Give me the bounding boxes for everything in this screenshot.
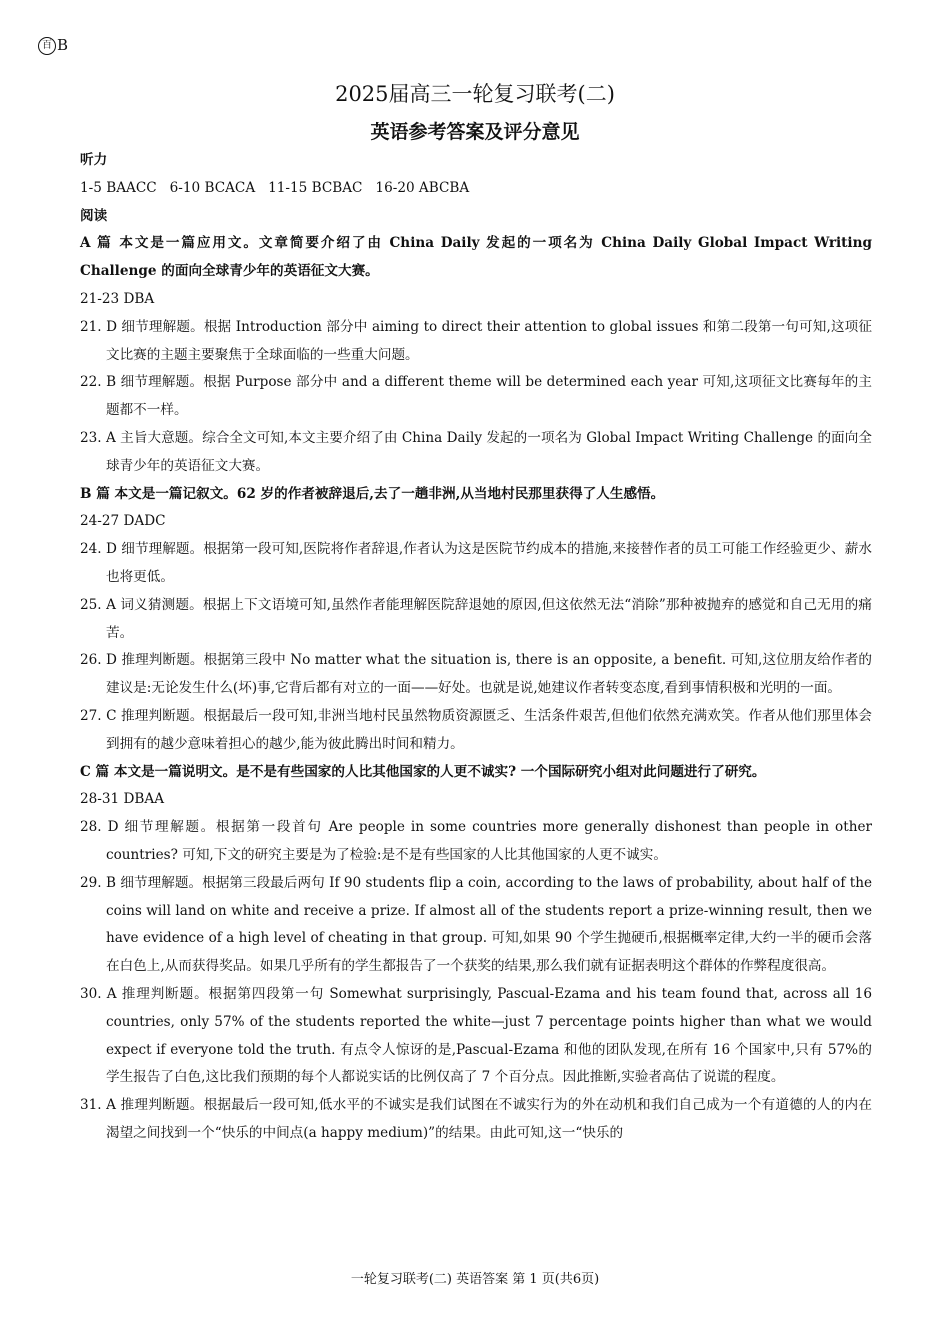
question-22: 22. B 细节理解题。根据 Purpose 部分中 and a different theme will be determined each year 可知,这项征文比赛每年的主题都不一样。 — [80, 374, 872, 419]
page-subtitle: 英语参考答案及评分意见 — [370, 121, 580, 143]
question-23: 23. A 主旨大意题。综合全文可知,本文主要介绍了由 China Daily 发起的一项名为 Global Impact Writing Challenge 的面向全球青少年的英语征文大赛。 — [80, 429, 872, 474]
question-26: 26. D 推理判断题。根据第三段中 No matter what the situation is, there is an opposite, a benefit. 可知,这位朋友给作者的建议是:无论发生什么(坏)事,它背后都有对立的一面——好处。也就是说,她建议作者转变态度,看到事情积极和光明的一面。 — [80, 652, 872, 697]
passage-c-answers: 28-31 DBAA — [80, 791, 165, 808]
listening-answers: 1-5 BAACC 6-10 BCACA 11-15 BCBAC 16-20 ABCBA — [80, 179, 470, 196]
question-28: 28. D 细节理解题。根据第一段首句 Are people in some countries more generally dishonest than people in other countries? 可知,下文的研究主要是为了检验:是不是有些国家的人比其他国家的人更不诚实。 — [80, 819, 872, 863]
question-24: 24. D 细节理解题。根据第一段可知,医院将作者辞退,作者认为这是医院节约成本的措施,来接替作者的员工可能工作经验更少、薪水也将更低。 — [80, 541, 872, 585]
question-31: 31. A 推理判断题。根据最后一段可知,低水平的不诚实是我们试图在不诚实行为的外在动机和我们自己成为一个有道德的人的内在渴望之间找到一个“快乐的中间点(a happy medium)”的结果。由此可知,这一“快乐的 — [80, 1097, 872, 1141]
header-letter: B — [57, 36, 69, 54]
question-29: 29. B 细节理解题。根据第三段最后两句 If 90 students flip a coin, according to the laws of probability, about half of the coins will land on white and receive a prize. If almost all of the students report a prize-winning result, then we have evidence of a high level of cheating in that group. 可知,如果 90 个学生抛硬币,根据概率定律,大约一半的硬币会落在白色上,从而获得奖品。如果几乎所有的学生都报告了一个获奖的结果,那么我们就有证据表明这个群体的作弊程度很高。 — [80, 874, 872, 975]
page-footer: 一轮复习联考(二) 英语答案 第 1 页(共6页) — [350, 1272, 600, 1287]
question-25: 25. A 词义猜测题。根据上下文语境可知,虽然作者能理解医院辞退她的原因,但这依然无法“消除”那种被抛弃的感觉和自己无用的痛苦。 — [80, 596, 872, 641]
question-30: 30. A 推理判断题。根据第四段第一句 Somewhat surprisingly, Pascual-Ezama and his team found that, across all 16 countries, only 57% of the students reported the white—just 7 percentage points higher than what we would expect if everyone told the truth. 有点令人惊讶的是,Pascual-Ezama 和他的团队发现,在所有 16 个国家中,只有 57%的学生报告了白色,这比我们预期的每个人都说实话的比例仅高了 7 个百分点。因此推断,实验者高估了说谎的程度。 — [80, 985, 872, 1086]
passage-b-answers: 24-27 DADC — [80, 513, 166, 530]
passage-c-intro: C 篇 本文是一篇说明文。是不是有些国家的人比其他国家的人更不诚实? 一个国际研究小组对此问题进行了研究。 — [80, 763, 766, 780]
circle-mark-icon: 百 — [38, 37, 56, 55]
reading-heading: 阅读 — [80, 207, 108, 224]
answer-content — [80, 147, 872, 1148]
question-21: 21. D 细节理解题。根据 Introduction 部分中 aiming to direct their attention to global issues 和第二段第一句可知,这项征文比赛的主题主要聚焦于全球面临的一些重大问题。 — [80, 318, 872, 363]
passage-a-answers: 21-23 DBA — [80, 290, 155, 307]
passage-b-intro: B 篇 本文是一篇记叙文。62 岁的作者被辞退后,去了一趟非洲,从当地村民那里获得了人生感悟。 — [80, 485, 665, 502]
header-mark — [38, 36, 68, 55]
question-27: 27. C 推理判断题。根据最后一段可知,非洲当地村民虽然物质资源匮乏、生活条件艰苦,但他们依然充满欢笑。作者从他们那里体会到拥有的越少意味着担心的越少,能为彼此腾出时间和精力。 — [80, 707, 872, 752]
page-title: 2025届高三一轮复习联考(二) — [335, 82, 615, 106]
passage-a-intro: A 篇 本文是一篇应用文。文章简要介绍了由 China Daily 发起的一项名为 China Daily Global Impact Writing Challenge 的面向全球青少年的英语征文大赛。 — [80, 235, 872, 280]
listening-heading: 听力 — [80, 152, 108, 168]
